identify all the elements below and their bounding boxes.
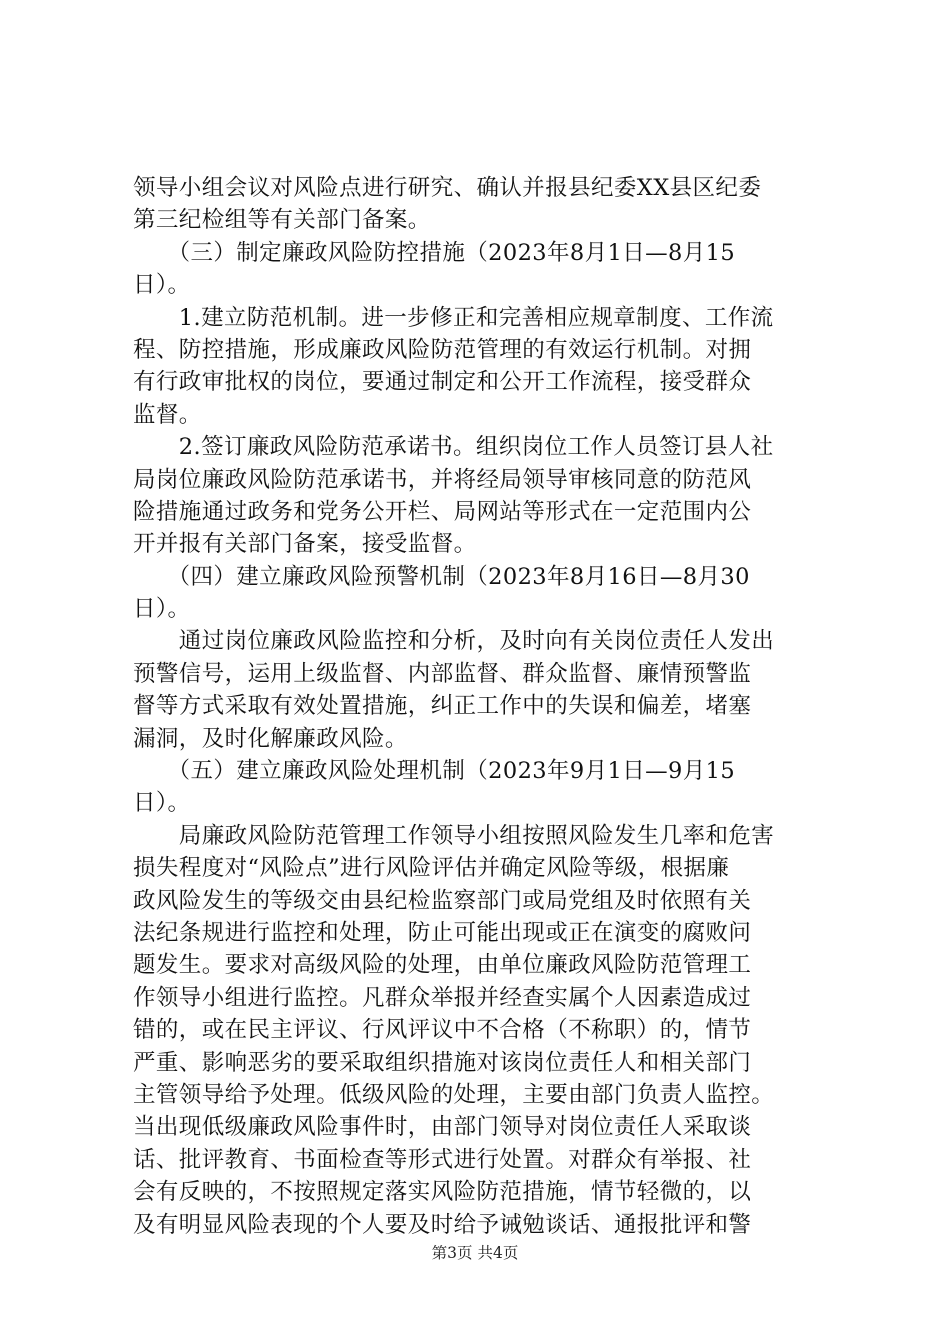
text-line: 日）。 bbox=[133, 790, 191, 817]
text-line: 第三纪检组等有关部门备案。 bbox=[133, 207, 431, 234]
text-line: 漏洞，及时化解廉政风险。 bbox=[133, 725, 408, 752]
text-line: 督等方式采取有效处置措施，纠正工作中的失误和偏差，堵塞 bbox=[133, 693, 752, 720]
text-line: 通过岗位廉政风险监控和分析，及时向有关岗位责任人发出 bbox=[133, 628, 775, 655]
text-line: 当出现低级廉政风险事件时，由部门领导对岗位责任人采取谈 bbox=[133, 1114, 752, 1141]
text-line: 政风险发生的等级交由县纪检监察部门或局党组及时依照有关 bbox=[133, 887, 752, 914]
text-line: 预警信号，运用上级监督、内部监督、群众监督、廉情预警监 bbox=[133, 660, 752, 687]
section-heading: （五）建立廉政风险处理机制（2023年9月1日—9月15 bbox=[133, 758, 736, 785]
text-line: 2.签订廉政风险防范承诺书。组织岗位工作人员签订县人社 bbox=[133, 434, 774, 461]
text-line: 局岗位廉政风险防范承诺书，并将经局领导审核同意的防范风 bbox=[133, 466, 752, 493]
text-line: 1.建立防范机制。进一步修正和完善相应规章制度、工作流 bbox=[133, 304, 774, 331]
text-line: 程、防控措施，形成廉政风险防范管理的有效运行机制。对拥 bbox=[133, 336, 752, 363]
text-line: 作领导小组进行监控。凡群众举报并经查实属个人因素造成过 bbox=[133, 984, 752, 1011]
text-line: 错的，或在民主评议、行风评议中不合格（不称职）的，情节 bbox=[133, 1017, 752, 1044]
text-line: 日）。 bbox=[133, 596, 191, 623]
section-heading: （三）制定廉政风险防控措施（2023年8月1日—8月15 bbox=[133, 239, 736, 266]
text-line: 法纪条规进行监控和处理，防止可能出现或正在演变的腐败问 bbox=[133, 919, 752, 946]
text-line: 严重、影响恶劣的要采取组织措施对该岗位责任人和相关部门 bbox=[133, 1049, 752, 1076]
text-line: 局廉政风险防范管理工作领导小组按照风险发生几率和危害 bbox=[133, 822, 775, 849]
text-line: 会有反映的，不按照规定落实风险防范措施，情节轻微的，以 bbox=[133, 1179, 752, 1206]
text-line: 有行政审批权的岗位，要通过制定和公开工作流程，接受群众 bbox=[133, 369, 752, 396]
page-number-label: 第3页 共4页 bbox=[431, 1244, 519, 1262]
text-line: 及有明显风险表现的个人要及时给予诫勉谈话、通报批评和警 bbox=[133, 1211, 752, 1238]
text-line: 日）。 bbox=[133, 272, 191, 299]
text-line: 话、批评教育、书面检查等形式进行处置。对群众有举报、社 bbox=[133, 1146, 752, 1173]
text-line: 主管领导给予处理。低级风险的处理，主要由部门负责人监控。 bbox=[133, 1081, 775, 1108]
text-line: 监督。 bbox=[133, 401, 202, 428]
document-body bbox=[133, 172, 833, 1241]
text-line: 题发生。要求对高级风险的处理，由单位廉政风险防范管理工 bbox=[133, 952, 752, 979]
text-line: 险措施通过政务和党务公开栏、局网站等形式在一定范围内公 bbox=[133, 498, 752, 525]
page-footer bbox=[0, 1243, 950, 1263]
text-line: 领导小组会议对风险点进行研究、确认并报县纪委XX县区纪委 bbox=[133, 175, 762, 201]
text-line: 损失程度对“风险点”进行风险评估并确定风险等级，根据廉 bbox=[133, 855, 730, 882]
section-heading: （四）建立廉政风险预警机制（2023年8月16日—8月30 bbox=[133, 563, 750, 590]
text-line: 开并报有关部门备案，接受监督。 bbox=[133, 531, 477, 558]
